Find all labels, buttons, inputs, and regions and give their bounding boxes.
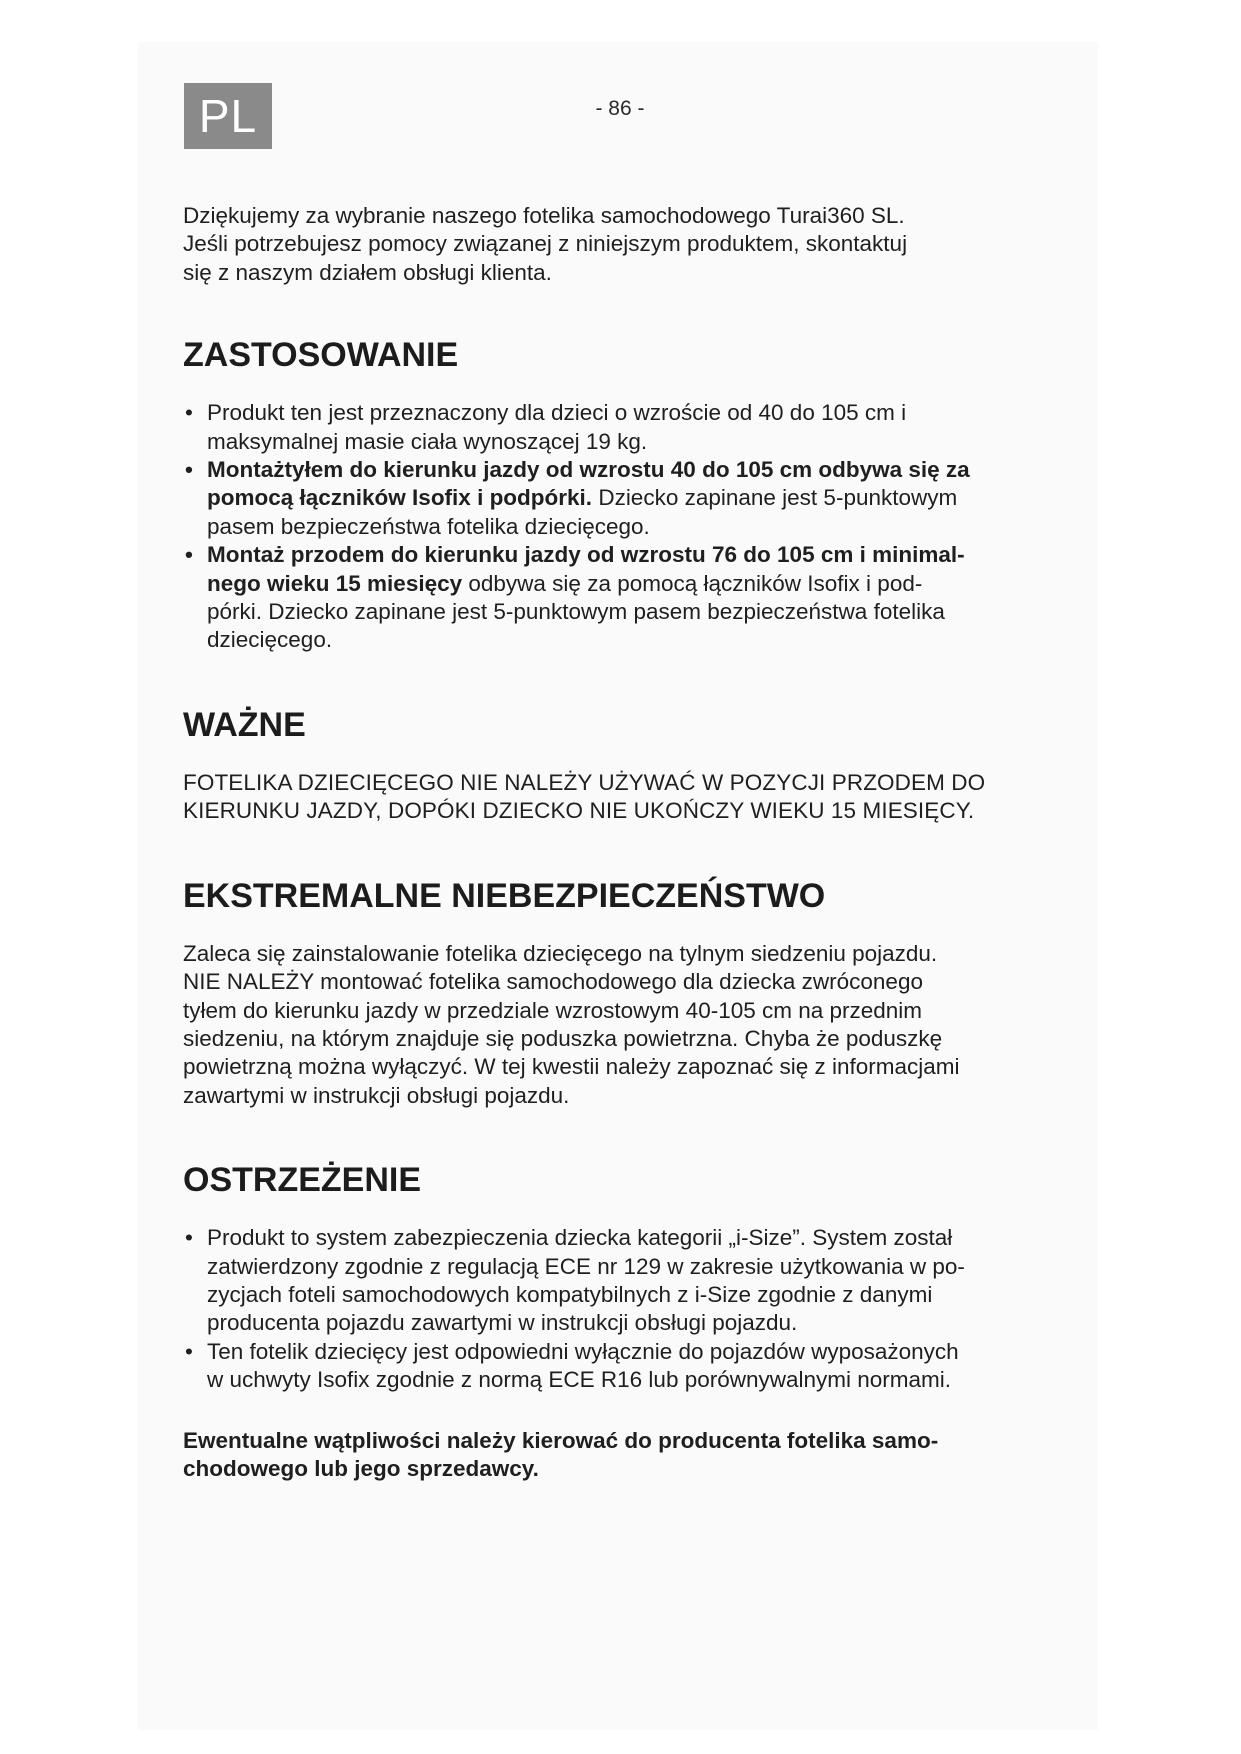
paragraph-line: siedzeniu, na którym znajduje się poduszka powietrzna. Chyba że poduszkę: [183, 1025, 943, 1051]
section-title-ostrzezenie: OSTRZEŻENIE: [183, 1161, 422, 1200]
list-item-text: zycjach foteli samochodowych kompatybilnych z i-Size zgodnie z danymi: [207, 1281, 933, 1307]
section-spacer: [183, 1110, 1048, 1158]
section-spacer: [183, 655, 1048, 703]
intro-line: się z naszym działem obsługi klienta.: [183, 259, 552, 285]
paragraph-line: KIERUNKU JAZDY, DOPÓKI DZIECKO NIE UKOŃCZY WIEKU 15 MIESIĘCY.: [183, 798, 975, 824]
bullet-icon: •: [185, 542, 193, 568]
bullet-icon: •: [185, 457, 193, 483]
list-item-text: producenta pojazdu zawartymi w instrukcji obsługi pojazdu.: [207, 1310, 798, 1336]
list-item-text: pórki. Dziecko zapinane jest 5-punktowym pasem bezpieczeństwa fotelika: [207, 599, 945, 625]
section-title-zastosowanie: ZASTOSOWANIE: [183, 336, 459, 375]
closing-note: [183, 1427, 1048, 1484]
list-item-bold-text: Montaż przodem do kierunku jazdy od wzrostu 76 do 105 cm i minimal-: [207, 542, 965, 568]
page-number: - 86 -: [595, 97, 645, 120]
list-item: [183, 541, 1048, 655]
list-item-text: zatwierdzony zgodnie z regulacją ECE nr 129 w zakresie użytkowania w po-: [207, 1253, 965, 1279]
zastosowanie-list: [183, 399, 1048, 655]
document-body: [183, 202, 1048, 1483]
list-item-text: maksymalnej masie ciała wynoszącej 19 kg.: [207, 428, 648, 454]
list-item-bold-text: Montażtyłem do kierunku jazdy od wzrostu 40 do 105 cm odbywa się za: [207, 457, 970, 483]
intro-line: Jeśli potrzebujesz pomocy związanej z niniejszym produktem, skontaktuj: [183, 231, 908, 257]
list-item: [183, 1338, 1048, 1395]
bullet-icon: •: [185, 400, 193, 426]
paragraph-line: powietrzną można wyłączyć. W tej kwestii należy zapoznać się z informacjami: [183, 1054, 960, 1080]
paragraph-line: FOTELIKA DZIECIĘCEGO NIE NALEŻY UŻYWAĆ W POZYCJI PRZODEM DO: [183, 769, 986, 795]
ostrzezenie-list: [183, 1224, 1048, 1394]
wazne-paragraph: [183, 769, 1048, 826]
list-item-text: w uchwyty Isofix zgodnie z normą ECE R16 lub porównywalnymi normami.: [207, 1367, 952, 1393]
paragraph-line: tyłem do kierunku jazdy w przedziale wzrostowym 40-105 cm na przednim: [183, 997, 923, 1023]
paragraph-line: NIE NALEŻY montować fotelika samochodowego dla dziecka zwróconego: [183, 969, 923, 995]
closing-line: chodowego lub jego sprzedawcy.: [183, 1455, 539, 1481]
section-title-ekstremalne: EKSTREMALNE NIEBEZPIECZEŃSTWO: [183, 876, 826, 915]
list-item-bold-text: pomocą łączników Isofix i podpórki.: [207, 485, 593, 511]
intro-line: Dziękujemy za wybranie naszego fotelika samochodowego Turai360 SL.: [183, 203, 905, 228]
section-title-wazne: WAŻNE: [183, 705, 306, 744]
list-item: [183, 399, 1048, 456]
bullet-icon: •: [185, 1338, 193, 1364]
section-spacer: [183, 826, 1048, 874]
language-badge: PL: [184, 83, 272, 149]
list-item-text: odbywa się za pomocą łączników Isofix i pod-: [462, 570, 923, 596]
paragraph-line: Zaleca się zainstalowanie fotelika dziecięcego na tylnym siedzeniu pojazdu.: [183, 940, 938, 966]
list-item-text: Produkt ten jest przeznaczony dla dzieci o wzroście od 40 do 105 cm i: [207, 400, 907, 426]
list-item-bold-text: nego wieku 15 miesięcy: [207, 570, 463, 596]
ekstremalne-paragraph: [183, 940, 1048, 1110]
bullet-icon: •: [185, 1225, 193, 1251]
closing-line: Ewentualne wątpliwości należy kierować do producenta fotelika samo-: [183, 1427, 939, 1453]
list-item: [183, 456, 1048, 541]
list-item-text: Produkt to system zabezpieczenia dziecka kategorii „i-Size”. System został: [207, 1225, 953, 1251]
list-item-text: Dziecko zapinane jest 5-punktowym: [592, 485, 958, 511]
intro-paragraph: [183, 202, 1048, 287]
list-item: [183, 1224, 1048, 1338]
list-item-text: Ten fotelik dziecięcy jest odpowiedni wyłącznie do pojazdów wyposażonych: [207, 1338, 959, 1364]
list-item-text: dziecięcego.: [207, 627, 333, 653]
list-item-text: pasem bezpieczeństwa fotelika dziecięcego.: [207, 513, 650, 539]
paragraph-line: zawartymi w instrukcji obsługi pojazdu.: [183, 1082, 570, 1108]
